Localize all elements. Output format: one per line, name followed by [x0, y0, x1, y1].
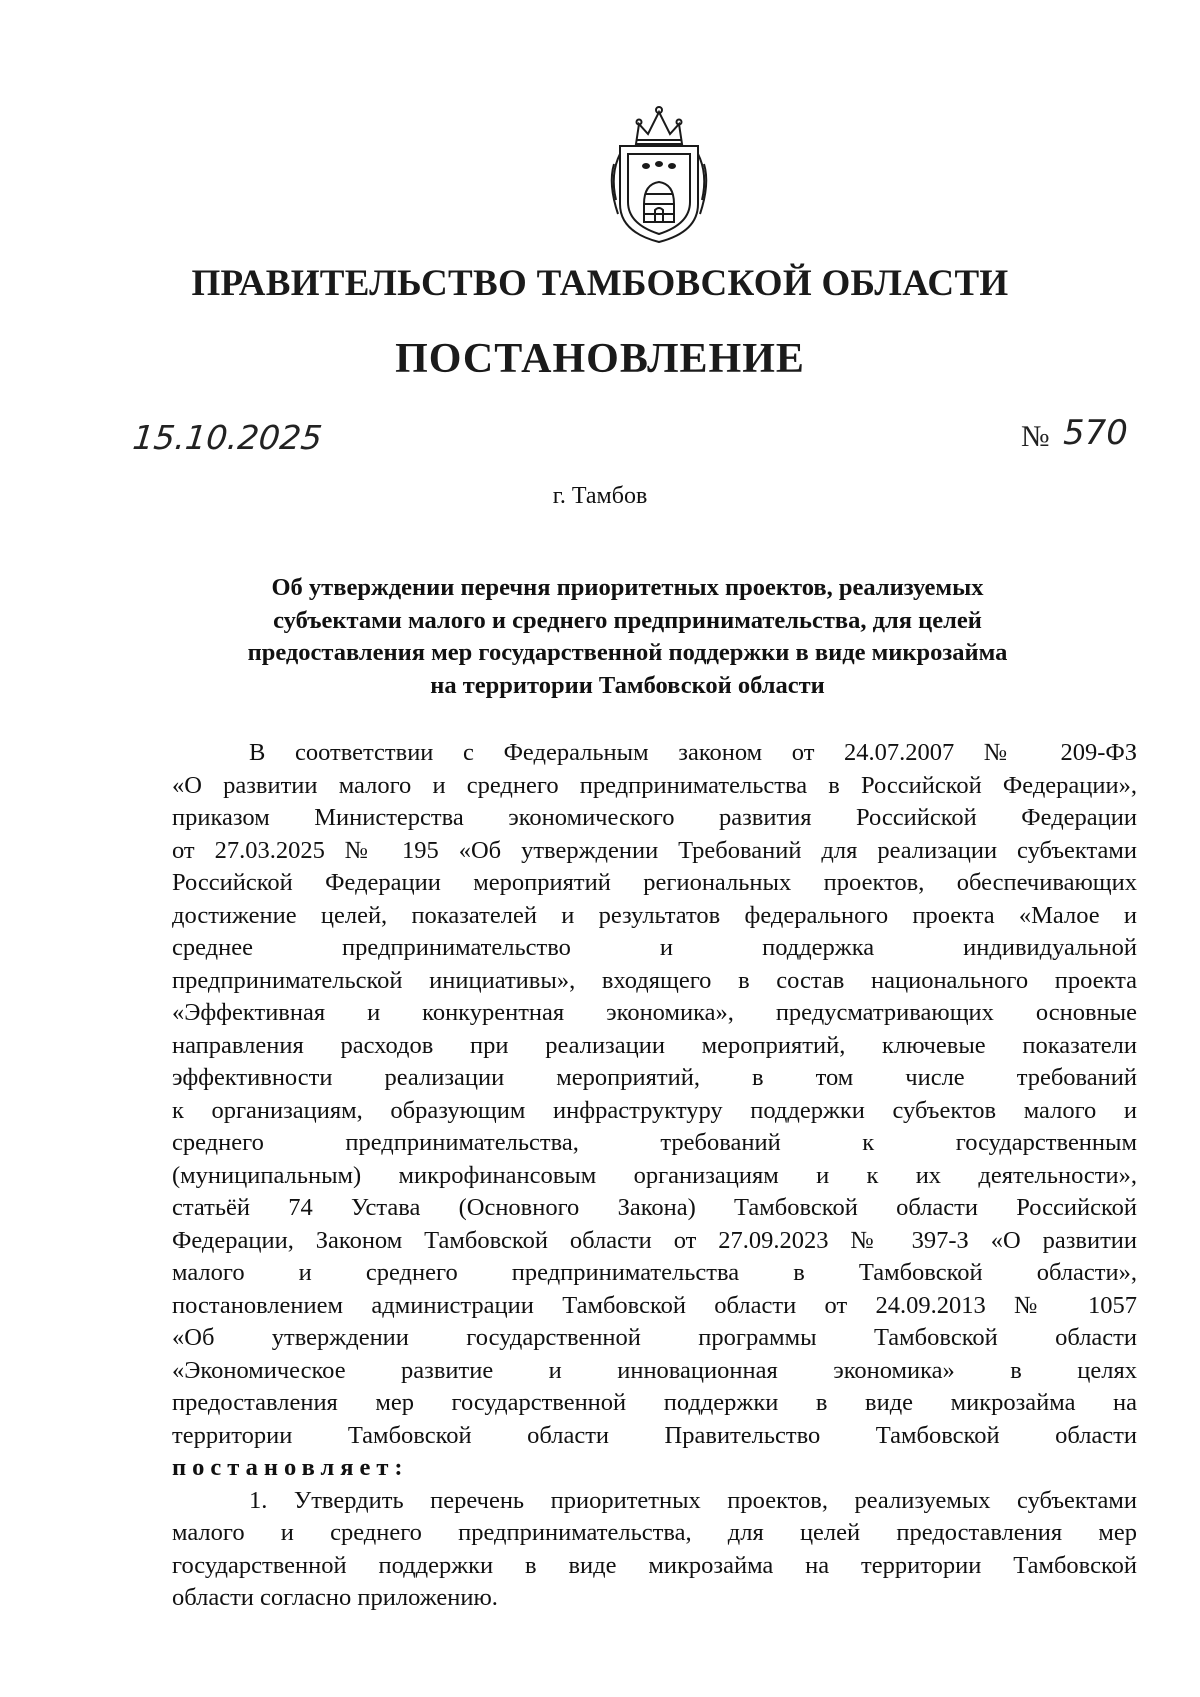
- preamble-line: достижение целей, показателей и результатов федерального проекта «Малое и: [172, 901, 1137, 929]
- document-number: 570: [1063, 413, 1128, 453]
- subject-line: предоставления мер государственной поддержки в виде микрозайма: [247, 639, 1008, 666]
- preamble-line: Федерации, Законом Тамбовской области от 27.09.2023 № 397-З «О развитии: [172, 1226, 1137, 1254]
- item-line: малого и среднего предпринимательства, для целей предоставления мер: [172, 1519, 1137, 1546]
- preamble-line: территории Тамбовской области Правительство Тамбовской области: [172, 1421, 1137, 1449]
- preamble-line: направления расходов при реализации мероприятий, ключевые показатели: [172, 1031, 1137, 1059]
- subject-line: на территории Тамбовской области: [430, 671, 825, 699]
- preamble-line: от 27.03.2025 № 195 «Об утверждении Требований для реализации субъектами: [172, 836, 1137, 864]
- document-body: [172, 737, 1137, 1615]
- preamble-line: (муниципальным) микрофинансовым организациям и к их деятельности»,: [172, 1161, 1137, 1189]
- item-line: области согласно приложению.: [172, 1584, 498, 1611]
- document-subject: [170, 572, 1085, 702]
- preamble-line: к организациям, образующим инфраструктуру поддержки субъектов малого и: [172, 1096, 1137, 1124]
- number-sign: №: [1021, 420, 1050, 453]
- preamble-line: предпринимательской инициативы», входящего в состав национального проекта: [172, 966, 1137, 994]
- preamble-line: «Эффективная и конкурентная экономика», предусматривающих основные: [172, 999, 1137, 1026]
- document-date: 15.10.2025: [130, 418, 325, 457]
- tambov-coat-of-arms-icon: [606, 104, 712, 246]
- preamble-line: статьёй 74 Устава (Основного Закона) Тамбовской области Российской: [172, 1194, 1137, 1221]
- subject-line: субъектами малого и среднего предпринимательства, для целей: [273, 606, 982, 634]
- preamble-line: постановлением администрации Тамбовской области от 24.09.2013 № 1057: [172, 1291, 1137, 1319]
- subject-line: Об утверждении перечня приоритетных проектов, реализуемых: [271, 574, 984, 601]
- preamble-line: среднего предпринимательства, требований к государственным: [172, 1129, 1137, 1156]
- preamble-line: эффективности реализации мероприятий, в том числе требований: [172, 1064, 1137, 1091]
- preamble-line: приказом Министерства экономического развития Российской Федерации: [172, 804, 1137, 831]
- preamble-line: среднее предпринимательство и поддержка индивидуальной: [172, 934, 1137, 961]
- city: г. Тамбов: [552, 483, 648, 509]
- government-name: ПРАВИТЕЛЬСТВО ТАМБОВСКОЙ ОБЛАСТИ: [191, 263, 1009, 304]
- preamble-line: предоставления мер государственной поддержки в виде микрозайма на: [172, 1389, 1137, 1416]
- item-line: 1. Утвердить перечень приоритетных проектов, реализуемых субъектами: [249, 1486, 1137, 1514]
- item-line: государственной поддержки в виде микрозайма на территории Тамбовской: [172, 1551, 1137, 1579]
- preamble-line: «Об утверждении государственной программы Тамбовской области: [172, 1324, 1137, 1351]
- resolves-word: постановляет:: [172, 1454, 409, 1481]
- preamble-line: Российской Федерации мероприятий региональных проектов, обеспечивающих: [172, 869, 1137, 896]
- preamble-line: «О развитии малого и среднего предпринимательства в Российской Федерации»,: [172, 771, 1137, 799]
- preamble-line: малого и среднего предпринимательства в Тамбовской области»,: [172, 1259, 1137, 1286]
- preamble-line: В соответствии с Федеральным законом от 24.07.2007 № 209-ФЗ: [249, 739, 1137, 766]
- document-type: ПОСТАНОВЛЕНИЕ: [395, 336, 805, 382]
- preamble-line: «Экономическое развитие и инновационная экономика» в целях: [172, 1356, 1137, 1384]
